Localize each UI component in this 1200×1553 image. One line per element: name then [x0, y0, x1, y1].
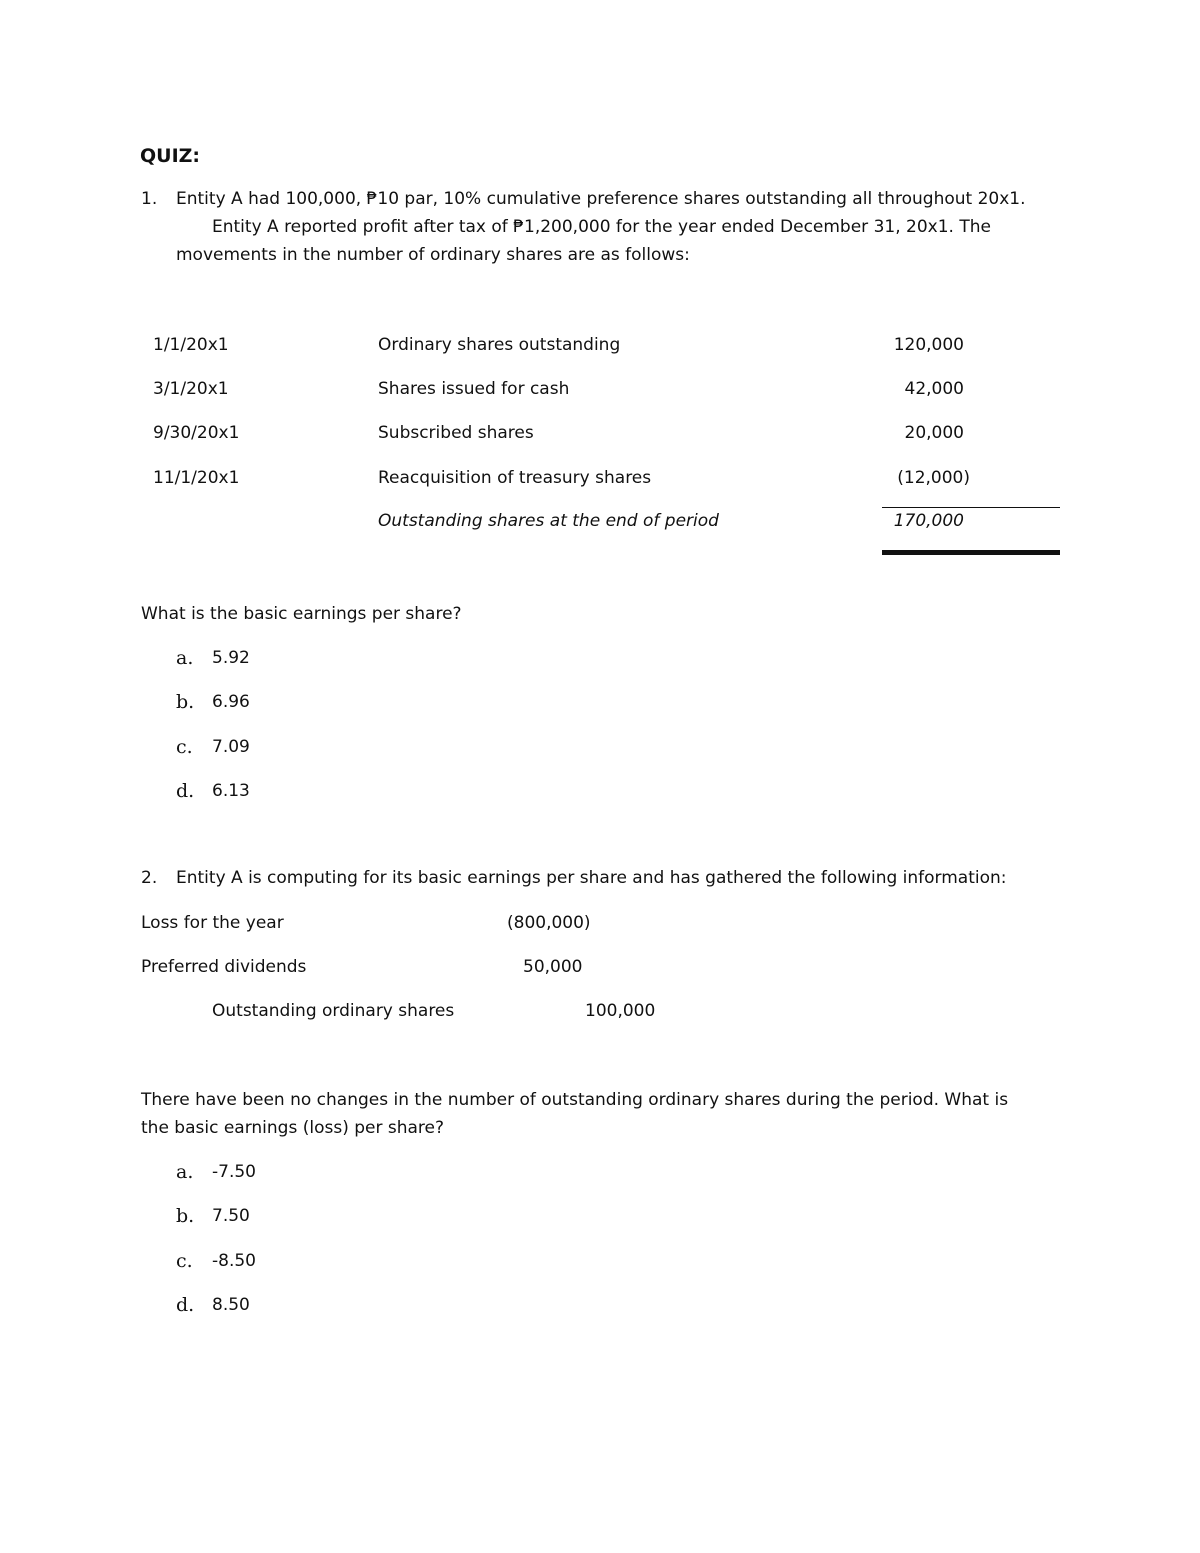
- q2-number: 2.: [141, 868, 158, 888]
- q1-question: What is the basic earnings per share?: [141, 604, 462, 624]
- row-description: Ordinary shares outstanding: [378, 335, 621, 355]
- option-letter: b.: [176, 691, 195, 713]
- q1-text-line3: movements in the number of ordinary shares are as follows:: [176, 245, 690, 265]
- option-letter: d.: [176, 780, 195, 802]
- info-label: Preferred dividends: [141, 957, 307, 977]
- row-description: Shares issued for cash: [378, 379, 570, 399]
- info-value: 100,000: [585, 1001, 656, 1021]
- option-value: 7.50: [212, 1206, 250, 1226]
- total-description: Outstanding shares at the end of period: [378, 511, 719, 531]
- row-amount: 120,000: [893, 335, 964, 355]
- quiz-title: QUIZ:: [140, 145, 201, 167]
- q2-text-line1: Entity A is computing for its basic earnings per share and has gathered the following information:: [176, 868, 1007, 888]
- option-value: 7.09: [212, 737, 250, 757]
- option-value: 6.13: [212, 781, 250, 801]
- q1-text-line2: Entity A reported profit after tax of ₱1,200,000 for the year ended December 31, 20x1. The: [212, 217, 991, 237]
- row-description: Reacquisition of treasury shares: [378, 468, 652, 488]
- row-date: 1/1/20x1: [153, 335, 229, 355]
- option-letter: c.: [176, 1250, 193, 1272]
- q2-question-line1: There have been no changes in the number of outstanding ordinary shares during the period. What is: [141, 1090, 1009, 1110]
- info-value: 50,000: [523, 957, 583, 977]
- row-date: 3/1/20x1: [153, 379, 229, 399]
- option-letter: c.: [176, 736, 193, 758]
- option-letter: d.: [176, 1294, 195, 1316]
- option-value: 6.96: [212, 692, 250, 712]
- q1-text-line1: Entity A had 100,000, ₱10 par, 10% cumulative preference shares outstanding all throughout 20x1.: [176, 189, 1026, 209]
- total-double-rule: [882, 550, 1060, 555]
- total-amount: 170,000: [893, 511, 964, 531]
- option-letter: a.: [176, 1161, 194, 1183]
- option-value: -8.50: [212, 1251, 256, 1271]
- row-amount: (12,000): [897, 468, 970, 488]
- q1-number: 1.: [141, 189, 158, 209]
- option-value: -7.50: [212, 1162, 256, 1182]
- option-value: 5.92: [212, 648, 250, 668]
- info-label: Loss for the year: [141, 913, 284, 933]
- option-value: 8.50: [212, 1295, 250, 1315]
- row-amount: 20,000: [904, 423, 964, 443]
- row-date: 11/1/20x1: [153, 468, 240, 488]
- row-date: 9/30/20x1: [153, 423, 240, 443]
- subtotal-rule: [882, 507, 1060, 508]
- row-amount: 42,000: [904, 379, 964, 399]
- info-label: Outstanding ordinary shares: [212, 1001, 455, 1021]
- q2-question-line2: the basic earnings (loss) per share?: [141, 1118, 445, 1138]
- info-value: (800,000): [507, 913, 591, 933]
- option-letter: b.: [176, 1205, 195, 1227]
- option-letter: a.: [176, 647, 194, 669]
- row-description: Subscribed shares: [378, 423, 534, 443]
